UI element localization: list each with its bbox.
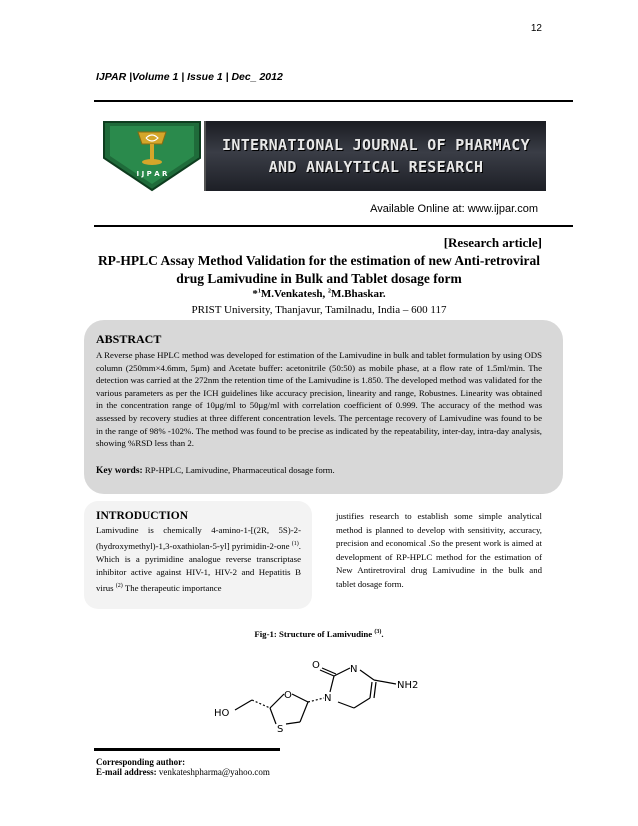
atom-nh2: NH2: [397, 680, 419, 691]
email-address[interactable]: venkateshpharma@yahoo.com: [156, 767, 270, 777]
banner-line-1: INTERNATIONAL JOURNAL OF PHARMACY: [222, 136, 530, 154]
atom-s: S: [277, 724, 284, 735]
page-number: 12: [530, 23, 542, 34]
section-rule: [94, 225, 573, 227]
banner-line-2: AND ANALYTICAL RESEARCH: [268, 158, 484, 176]
lamivudine-structure: [210, 652, 440, 742]
atom-o-ring: O: [284, 690, 292, 701]
affiliation: PRIST University, Thanjavur, Tamilnadu, India – 600 117: [191, 304, 447, 316]
article-type: [Research article]: [443, 235, 542, 250]
introduction-heading: INTRODUCTION: [96, 510, 189, 522]
abstract-heading: ABSTRACT: [96, 332, 162, 346]
available-online-link[interactable]: Available Online at: www.ijpar.com: [370, 203, 538, 215]
article-title: RP-HPLC Assay Method Validation for the estimation of new Anti-retroviral drug Lamivudine in Bulk and Tablet dosage form: [97, 253, 541, 286]
atom-o-top: O: [312, 660, 320, 671]
email-line: E-mail address: venkateshpharma@yahoo.com: [96, 767, 270, 777]
journal-reference: IJPAR |Volume 1 | Issue 1 | Dec_ 2012: [96, 71, 283, 83]
journal-logo: [100, 112, 204, 192]
authors: *$^1$M.Venkatesh, $^2$M.Bhaskar.: [252, 288, 386, 300]
introduction-text: Lamivudine is chemically 4-amino-1-[(2R, 5S)-2-(hydroxymethyl)-1,3-oxathiolan-5-yl] pyrimidin-2-one $^{(1)}$. Which is a pyrimidine analogue reverse transcriptase inhibitor active against HIV-1, HIV-2 and Hepatitis B virus $^{(2)}$ The therapeutic importance: [96, 525, 301, 593]
corresponding-author-label: Corresponding author:: [96, 757, 186, 767]
atom-ho: HO: [214, 708, 230, 719]
journal-banner: [204, 121, 546, 191]
introduction-continued: justifies research to establish some simple analytical method is planned to develop with sensitivity, accuracy, precision and economical .So the present work is aimed at development of RP-HPLC method for the estimation of New Antiretroviral drug Lamivudine in the bulk and tablet dosage form.: [336, 511, 542, 589]
header-rule: [94, 100, 573, 102]
atom-n-top: N: [350, 664, 358, 675]
keywords: Key words: RP-HPLC, Lamivudine, Pharmaceutical dosage form.: [96, 465, 335, 476]
figure-caption: Fig-1: Structure of Lamivudine $^{(3)}$.: [254, 629, 384, 639]
logo-lettering: I J P A R: [136, 170, 168, 178]
abstract-text: A Reverse phase HPLC method was developed for estimation of the Lamivudine in bulk and tablet formulation by using ODS column (250mm×4.6mm, 5μm) and Acetate buffer: acetonitrile (50:50) as mobile phase, at a flow rate of 1.5ml/min. The detection was carried at the 272nm the retention time of the Lamivudine is 1.850. The developed method was validated for the various parameters as per the ICH guidelines like accuracy precision, linearity and range, Robustnes. Linearity was obtained in the concentration range of 10μg/ml to 50μg/ml with correlation coefficient of 0.999. The accuracy of the method was assessed by recovery studies at three different concentration levels. The percentage recovery of Lamivudine was found to be in the range of 98% -102%. The method was found to be precise as indicated by the repeatability, inter-day, intra-day analysis, showing %RSD less than 2.: [96, 350, 542, 449]
atom-n-ring: N: [324, 693, 332, 704]
footnote-rule: [94, 748, 280, 751]
